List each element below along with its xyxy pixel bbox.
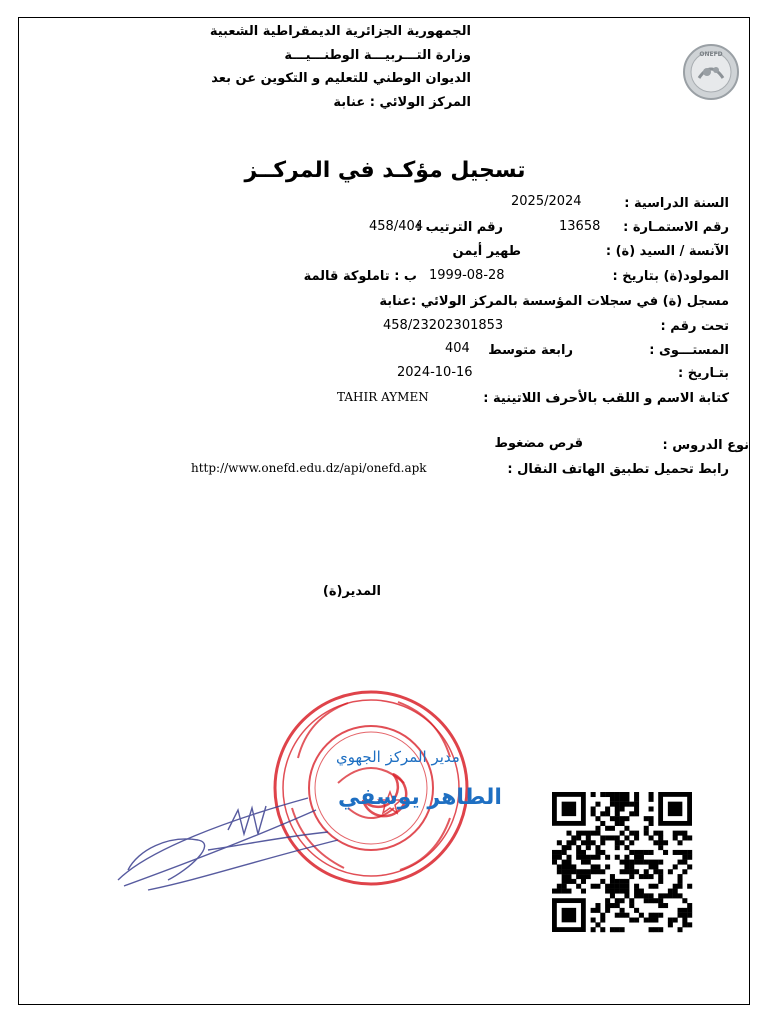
birth-label: المولود(ة) بتاريخ : bbox=[612, 269, 729, 284]
latin-name-label: كتابة الاسم و اللقب بالأحرف اللاتينية : bbox=[483, 391, 729, 406]
document-title: تسجيل مؤكـد في المركــز bbox=[244, 158, 526, 183]
lessons-type-value: قرص مضغوط bbox=[494, 436, 583, 451]
header-office: الديوان الوطني للتعليم و التكوين عن بعد bbox=[211, 71, 471, 86]
name-value: طهير أيمن bbox=[452, 244, 521, 259]
name-label: الآنسة / السيد (ة) : bbox=[605, 244, 729, 259]
level-label: المستـــوى : bbox=[649, 343, 729, 358]
app-link-value[interactable]: http://www.onefd.edu.dz/api/onefd.apk bbox=[191, 461, 427, 475]
header-center: المركز الولائي : عنابة bbox=[333, 95, 471, 110]
date-label: بتـاريخ : bbox=[678, 366, 729, 381]
rank-number-label: رقم الترتيب : bbox=[415, 220, 503, 235]
rank-number-value: 458/404 bbox=[369, 219, 424, 234]
birth-date: 1999-08-28 bbox=[429, 268, 505, 283]
onefd-logo bbox=[677, 42, 749, 102]
registration-statement: مسجل (ة) في سجلات المؤسسة بالمركز الولائي :عنابة bbox=[379, 294, 729, 309]
logo-text: ONEFD bbox=[699, 51, 723, 58]
level-value: رابعة متوسط bbox=[488, 343, 573, 358]
director-label: المدير(ة) bbox=[322, 584, 381, 599]
header-ministry: وزارة التـــربيـــة الوطنـــيـــة bbox=[284, 48, 471, 63]
lessons-type-label: نوع الدروس : bbox=[662, 438, 749, 453]
level-code: 404 bbox=[445, 341, 470, 356]
school-year-value: 2025/2024 bbox=[511, 194, 582, 209]
form-number-value: 13658 bbox=[559, 219, 601, 234]
school-year-label: السنة الدراسية : bbox=[624, 196, 729, 211]
header-republic: الجمهورية الجزائرية الديمقراطية الشعبية bbox=[209, 24, 471, 39]
latin-name-value: TAHIR AYMEN bbox=[337, 390, 429, 404]
form-number-label: رقم الاستمـارة : bbox=[623, 220, 729, 235]
signature-title: مدير المركز الجهوي bbox=[336, 748, 460, 766]
under-number-label: تحت رقم : bbox=[660, 319, 729, 334]
app-link-label: رابط تحميل تطبيق الهاتف النقال : bbox=[507, 462, 729, 477]
under-number-value: 458/23202301853 bbox=[383, 318, 504, 333]
qr-code bbox=[546, 792, 698, 932]
birth-place: ب : تاملوكة قالمة bbox=[303, 269, 417, 284]
signature-name: الطاهر يوسفي bbox=[338, 785, 502, 810]
director-signature bbox=[108, 740, 502, 900]
date-value: 2024-10-16 bbox=[397, 365, 473, 380]
